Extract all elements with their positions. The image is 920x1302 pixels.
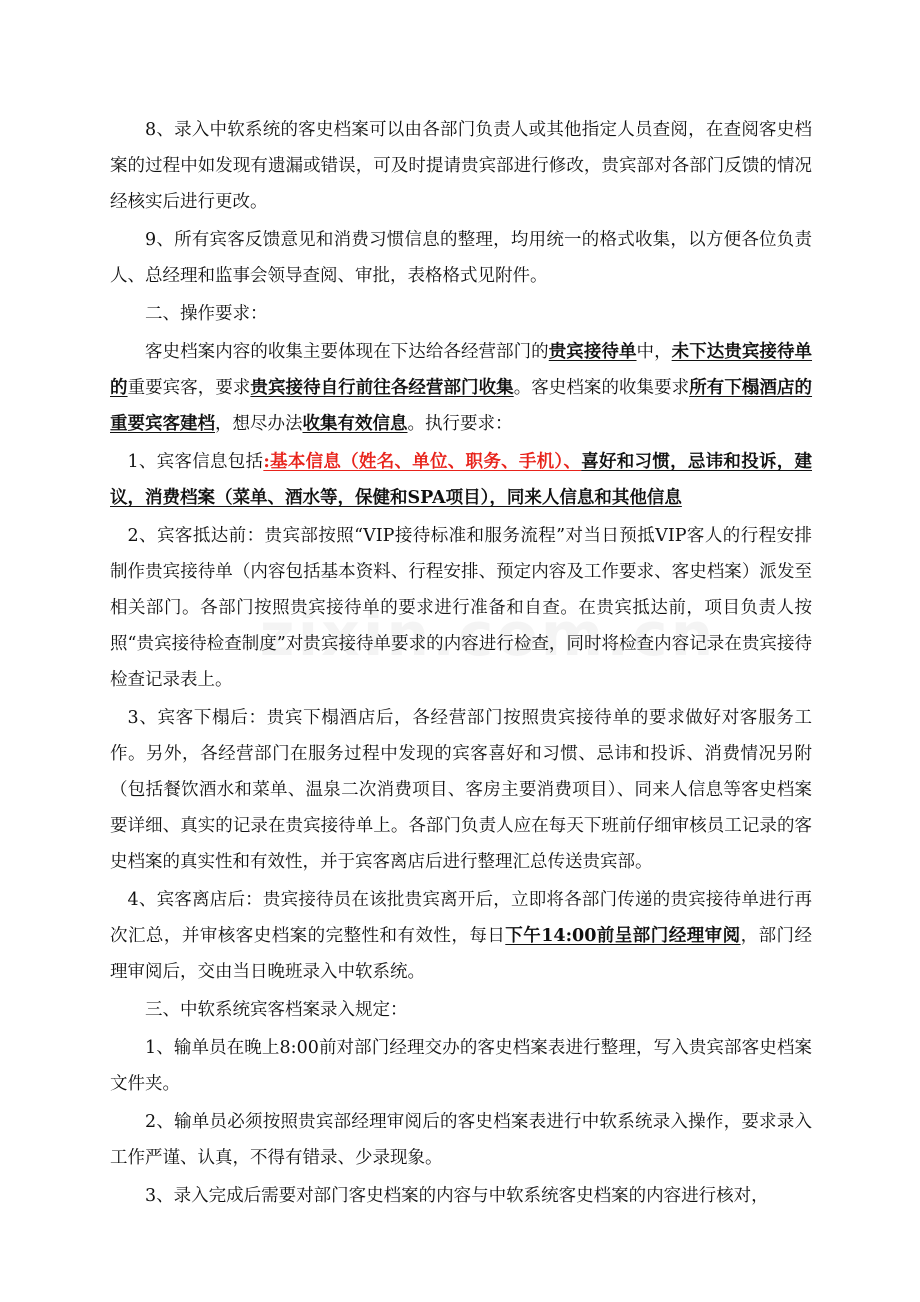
requirement-item-4 — [110, 882, 812, 990]
intro-text-4: 。客史档案的收集要求 — [513, 378, 690, 398]
requirement-item-2: 2、宾客抵达前：贵宾部按照“VIP接待标准和服务流程”对当日预抵VIP客人的行程安排制作贵宾接待单（内容包括基本资料、行程安排、预定内容及工作要求、客史档案）派发至相关部门。各部门按照贵宾接待单的要求进行准备和自查。在贵宾抵达前，项目负责人按照“贵宾接待检查制度”对贵宾接待单要求的内容进行检查，同时将检查内容记录在贵宾接待检查记录表上。 — [110, 526, 812, 690]
intro-emphasis-3: 贵宾接待自行前往各经营部门收集 — [250, 378, 514, 398]
intro-text-6: 。执行要求： — [407, 414, 513, 434]
rule-2: 2、输单员必须按照贵宾部经理审阅后的客史档案表进行中软系统录入操作，要求录入工作严谨、认真，不得有错录、少录现象。 — [110, 1112, 812, 1168]
item-1-prefix: 1、宾客信息包括 — [127, 452, 264, 472]
item-4-deadline: 下午14:00前呈部门经理审阅 — [505, 926, 741, 946]
section-3-heading: 三、中软系统宾客档案录入规定： — [145, 1000, 408, 1020]
section-2-heading: 二、操作要求： — [145, 304, 268, 324]
paragraph-9: 9、所有宾客反馈意见和消费习惯信息的整理，均用统一的格式收集，以方便各位负责人、总经理和监事会领导查阅、审批，表格格式见附件。 — [110, 230, 812, 286]
item-1-basic-info: :基本信息（姓名、单位、职务、手机）、 — [263, 452, 582, 472]
intro-emphasis-1: 贵宾接待单 — [548, 342, 637, 362]
intro-text-3: 重要宾客，要求 — [127, 378, 251, 398]
paragraph-8: 8、录入中软系统的客史档案可以由各部门负责人或其他指定人员查阅，在查阅客史档案的过程中如发现有遗漏或错误，可及时提请贵宾部进行修改，贵宾部对各部门反馈的情况经核实后进行更改。 — [110, 120, 812, 212]
intro-emphasis-2: 未下达贵宾接待单的 — [110, 342, 813, 398]
intro-emphasis-5: 收集有效信息 — [302, 414, 408, 434]
rule-1: 1、输单员在晚上8:00前对部门经理交办的客史档案表进行整理，写入贵宾部客史档案文件夹。 — [110, 1038, 812, 1094]
item-4-text-2: ，部门经理审阅后，交由当日晚班录入中软系统。 — [110, 926, 813, 982]
rule-3: 3、录入完成后需要对部门客史档案的内容与中软系统客史档案的内容进行核对， — [145, 1186, 769, 1206]
requirement-item-3: 3、宾客下榻后：贵宾下榻酒店后，各经营部门按照贵宾接待单的要求做好对客服务工作。另外，各经营部门在服务过程中发现的宾客喜好和习惯、忌讳和投诉、消费情况另附（包括餐饮酒水和菜单、温泉二次消费项目、客房主要消费项目）、同来人信息等客史档案要详细、真实的记录在贵宾接待单上。各部门负责人应在每天下班前仔细审核员工记录的客史档案的真实性和有效性，并于宾客离店后进行整理汇总传送贵宾部。 — [110, 708, 812, 872]
intro-text-1: 客史档案内容的收集主要体现在下达给各经营部门的 — [145, 342, 549, 362]
intro-emphasis-4: 所有下榻酒店的重要宾客建档 — [110, 378, 813, 434]
item-4-text-1: 4、宾客离店后：贵宾接待员在该批贵宾离开后，立即将各部门传递的贵宾接待单进行再次汇总，并审核客史档案的完整性和有效性，每日 — [110, 890, 812, 946]
intro-text-2: 中， — [636, 342, 672, 362]
requirement-item-1 — [110, 444, 812, 516]
intro-paragraph — [110, 334, 812, 442]
document-body — [110, 112, 812, 1216]
item-1-other-info: 喜好和习惯，忌讳和投诉，建议，消费档案（菜单、酒水等，保健和SPA项目），同来人信息和其他信息 — [110, 452, 813, 508]
intro-text-5: ，想尽办法 — [215, 414, 303, 434]
